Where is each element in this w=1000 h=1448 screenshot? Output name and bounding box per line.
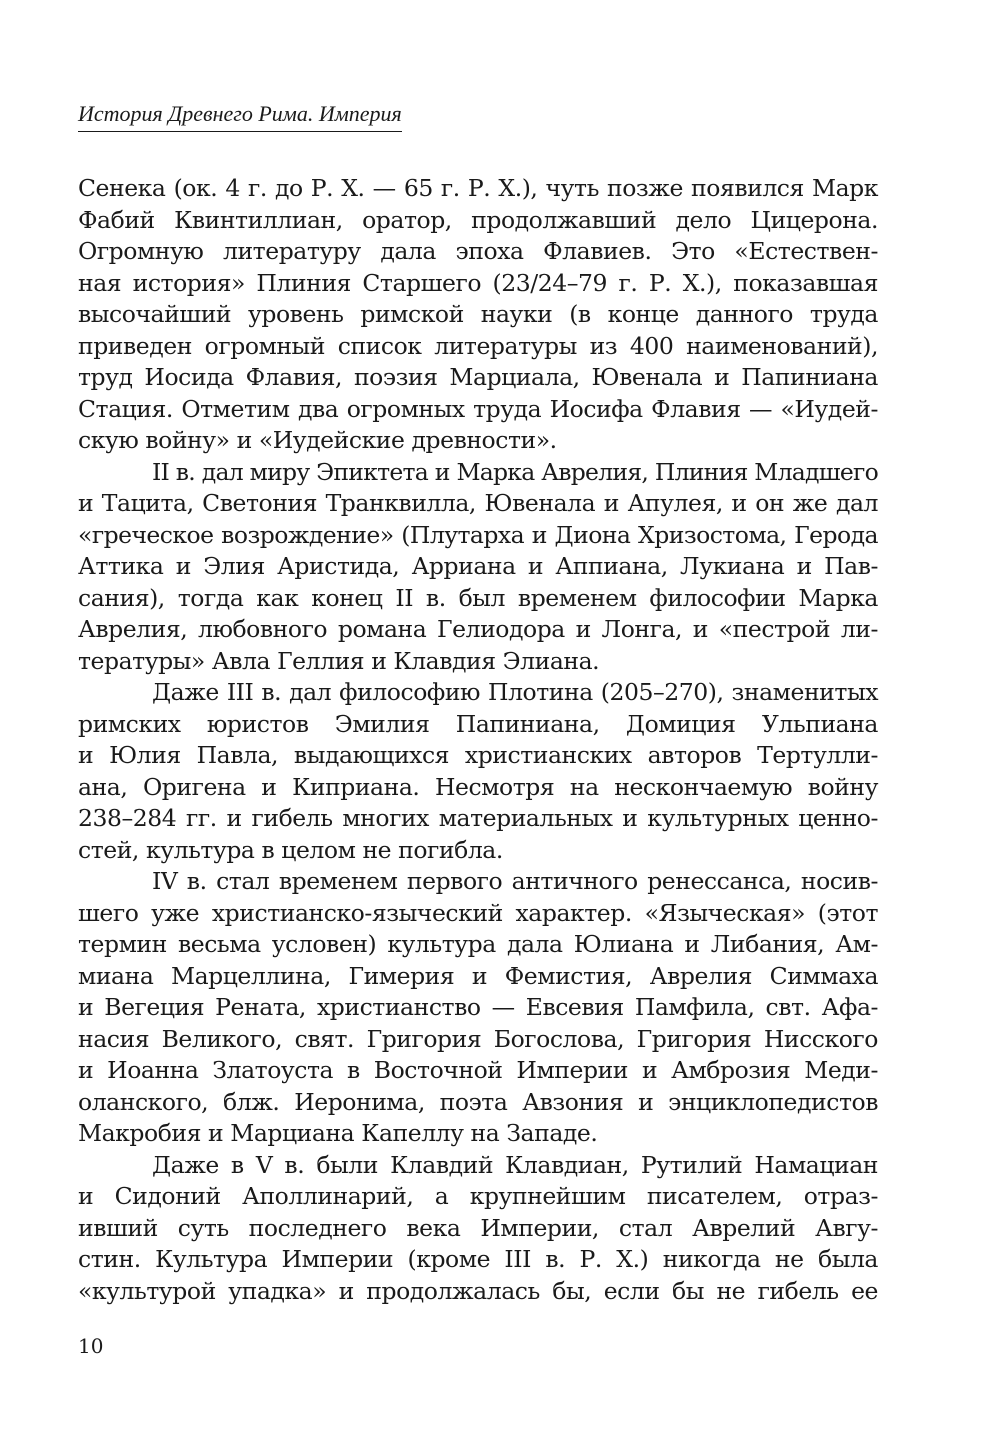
page-number: 10 bbox=[78, 1334, 104, 1358]
text-line: и Юлия Павла, выдающихся христианских авторов Тертулли- bbox=[78, 741, 878, 769]
text-line: Сенека (ок. 4 г. до Р. Х. — 65 г. Р. Х.), чуть позже появился Марк bbox=[78, 174, 878, 202]
text-line: Аврелия, любовного романа Гелиодора и Лонга, и «пестрой ли- bbox=[78, 615, 878, 643]
body-text bbox=[78, 173, 878, 1307]
paragraph bbox=[78, 173, 878, 457]
text-line: II в. дал миру Эпиктета и Марка Аврелия, Плиния Младшего bbox=[152, 457, 878, 486]
text-line: Стация. Отметим два огромных труда Иосифа Флавия — «Иудей- bbox=[78, 394, 878, 423]
text-line: шего уже христианско-языческий характер. «Языческая» (этот bbox=[78, 898, 878, 927]
text-line: римских юристов Эмилия Папиниана, Домиция Ульпиана bbox=[78, 709, 878, 738]
paragraph bbox=[78, 457, 878, 678]
text-line: сания), тогда как конец II в. был временем философии Марка bbox=[78, 583, 878, 612]
text-line: приведен огромный список литературы из 400 наименований), bbox=[78, 331, 878, 360]
running-head: История Древнего Рима. Империя bbox=[78, 100, 402, 132]
text-line: и Сидоний Аполлинарий, а крупнейшим писателем, отраз- bbox=[78, 1182, 878, 1210]
text-line: и Тацита, Светония Транквилла, Ювенала и Апулея, и он же дал bbox=[78, 489, 878, 517]
text-line: и Вегеция Рената, христианство — Евсевия Памфила, свт. Афа- bbox=[78, 993, 878, 1021]
text-line: тературы» Авла Геллия и Клавдия Элиана. bbox=[78, 646, 600, 675]
text-line: оланского, блж. Иеронима, поэта Авзония и энциклопедистов bbox=[78, 1087, 878, 1116]
text-line: ная история» Плиния Старшего (23/24–79 г. Р. Х.), показавшая bbox=[78, 268, 878, 297]
paragraph bbox=[78, 866, 878, 1150]
text-line: Макробия и Марциана Капеллу на Западе. bbox=[78, 1119, 598, 1147]
text-line: 238–284 гг. и гибель многих материальных и культурных ценно- bbox=[78, 804, 878, 832]
text-line: «греческое возрождение» (Плутарха и Диона Хризостома, Герода bbox=[78, 520, 878, 549]
text-line: стин. Культура Империи (кроме III в. Р. Х.) никогда не была bbox=[78, 1245, 878, 1273]
text-line: Огромную литературу дала эпоха Флавиев. Это «Естествен- bbox=[78, 237, 878, 265]
text-line: IV в. стал временем первого античного ренессанса, носив- bbox=[152, 867, 878, 895]
text-line: ана, Оригена и Киприана. Несмотря на нескончаемую войну bbox=[78, 772, 878, 801]
text-line: высочайший уровень римской науки (в конце данного труда bbox=[78, 300, 878, 328]
paragraph bbox=[78, 1150, 878, 1308]
text-line: Аттика и Элия Аристида, Арриана и Аппиана, Лукиана и Пав- bbox=[78, 552, 878, 580]
paragraph bbox=[78, 677, 878, 866]
text-line: Даже в V в. были Клавдий Клавдиан, Рутилий Намациан bbox=[152, 1150, 878, 1179]
text-line: скую войну» и «Иудейские древности». bbox=[78, 426, 557, 454]
text-line: и Иоанна Златоуста в Восточной Империи и Амброзия Меди- bbox=[78, 1056, 878, 1084]
text-line: труд Иосида Флавия, поэзия Марциала, Ювенала и Папиниана bbox=[78, 363, 878, 391]
text-line: миана Марцеллина, Гимерия и Фемистия, Аврелия Симмаха bbox=[78, 961, 878, 990]
text-line: «культурой упадка» и продолжалась бы, если бы не гибель ее bbox=[78, 1276, 878, 1305]
text-line: ивший суть последнего века Империи, стал Аврелий Авгу- bbox=[78, 1213, 878, 1242]
text-line: термин весьма условен) культура дала Юлиана и Либания, Ам- bbox=[78, 930, 878, 958]
text-line: насия Великого, свят. Григория Богослова, Григория Нисского bbox=[78, 1024, 878, 1053]
text-line: Фабий Квинтиллиан, оратор, продолжавший дело Цицерона. bbox=[78, 205, 878, 234]
text-line: стей, культура в целом не погибла. bbox=[78, 835, 503, 864]
text-line: Даже III в. дал философию Плотина (205–270), знаменитых bbox=[152, 678, 878, 706]
